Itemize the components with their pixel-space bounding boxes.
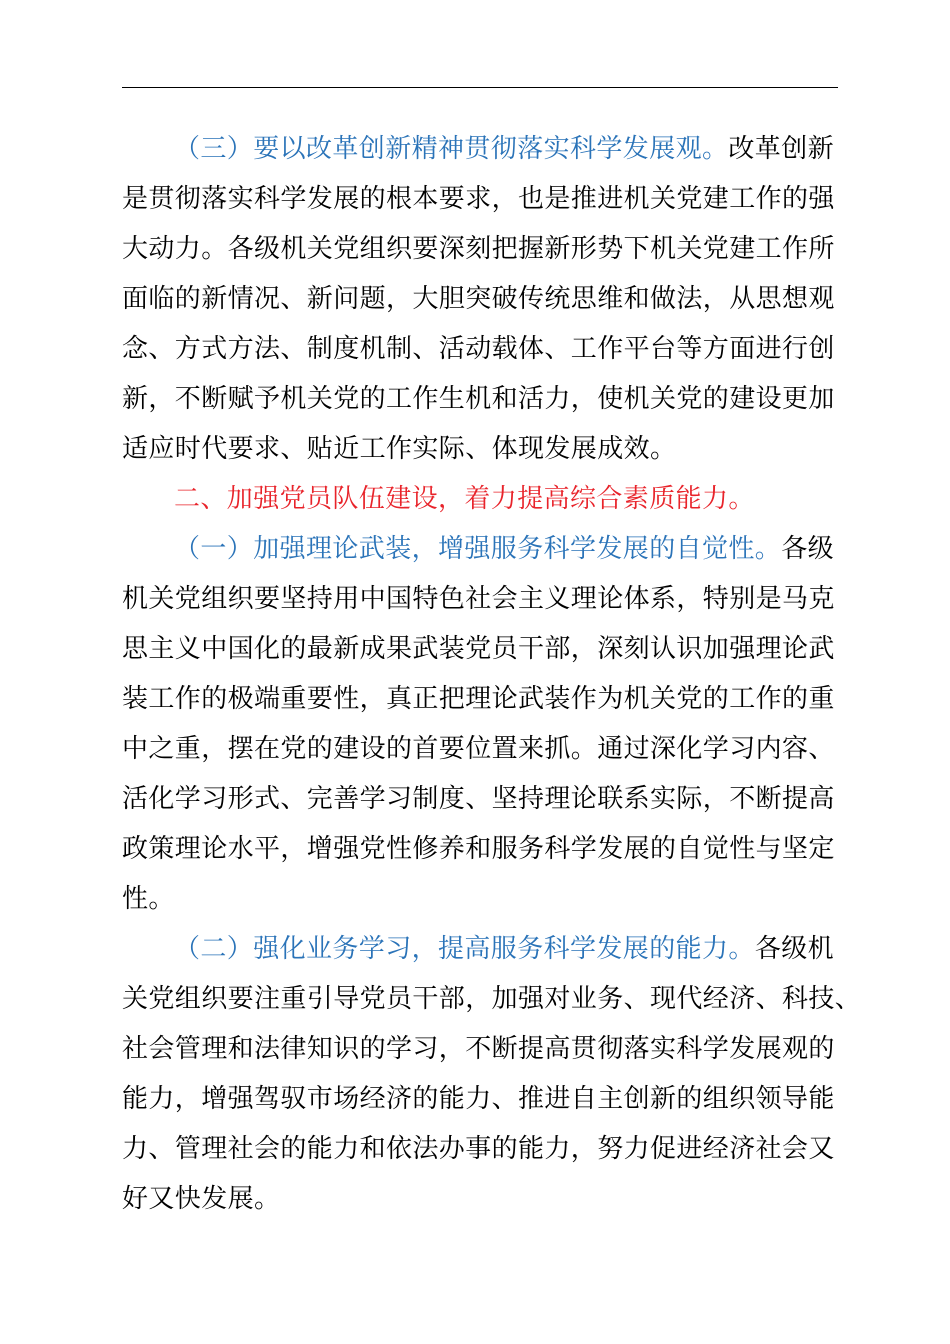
body-text: 各级 [781,534,835,564]
paragraph-line: 是贯彻落实科学发展的根本要求，也是推进机关党建工作的强 [122,184,835,214]
paragraph-line: 能力，增强驾驭市场经济的能力、推进自主创新的组织领导能 [122,1084,835,1114]
section-heading: （三）要以改革创新精神贯彻落实科学发展观。 [174,134,729,164]
body-text: 各级机 [754,934,835,964]
section-two-heading-paragraph [122,474,838,524]
paragraph-line [122,124,838,174]
paragraph-line: 适应时代要求、贴近工作实际、体现发展成效。 [122,434,677,464]
paragraph-line: 思主义中国化的最新成果武装党员干部，深刻认识加强理论武 [122,634,835,664]
paragraph-line: 装工作的极端重要性，真正把理论武装作为机关党的工作的重 [122,684,835,714]
paragraph-line: 念、方式方法、制度机制、活动载体、工作平台等方面进行创 [122,334,835,364]
paragraph-line: 政策理论水平，增强党性修养和服务科学发展的自觉性与坚定 [122,834,835,864]
paragraph-line [122,924,838,974]
paragraph-line: 机关党组织要坚持用中国特色社会主义理论体系，特别是马克 [122,584,835,614]
paragraph-theory-armament [122,524,838,924]
paragraph-line: 中之重，摆在党的建设的首要位置来抓。通过深化学习内容、 [122,734,835,764]
body-text: 改革创新 [728,134,835,164]
paragraph-line: 性。 [122,884,175,914]
document-body [122,124,862,1224]
paragraph-line: 面临的新情况、新问题，大胆突破传统思维和做法，从思想观 [122,284,835,314]
header-divider [122,87,838,88]
paragraph-line: 社会管理和法律知识的学习，不断提高贯彻落实科学发展观的 [122,1034,835,1064]
section-heading: （一）加强理论武装，增强服务科学发展的自觉性。 [174,534,782,564]
paragraph-line: 力、管理社会的能力和依法办事的能力，努力促进经济社会又 [122,1134,835,1164]
section-heading-red: 二、加强党员队伍建设，着力提高综合素质能力。 [174,484,755,514]
paragraph-line [122,524,838,574]
paragraph-line: 大动力。各级机关党组织要深刻把握新形势下机关党建工作所 [122,234,835,264]
paragraph-reform-innovation [122,124,838,474]
paragraph-line: 活化学习形式、完善学习制度、坚持理论联系实际，不断提高 [122,784,835,814]
paragraph-line: 好又快发展。 [122,1184,281,1214]
paragraph-business-study [122,924,862,1224]
paragraph-line: 新，不断赋予机关党的工作生机和活力，使机关党的建设更加 [122,384,835,414]
section-heading: （二）强化业务学习，提高服务科学发展的能力。 [174,934,755,964]
paragraph-line: 关党组织要注重引导党员干部，加强对业务、现代经济、科技、 [122,984,862,1014]
